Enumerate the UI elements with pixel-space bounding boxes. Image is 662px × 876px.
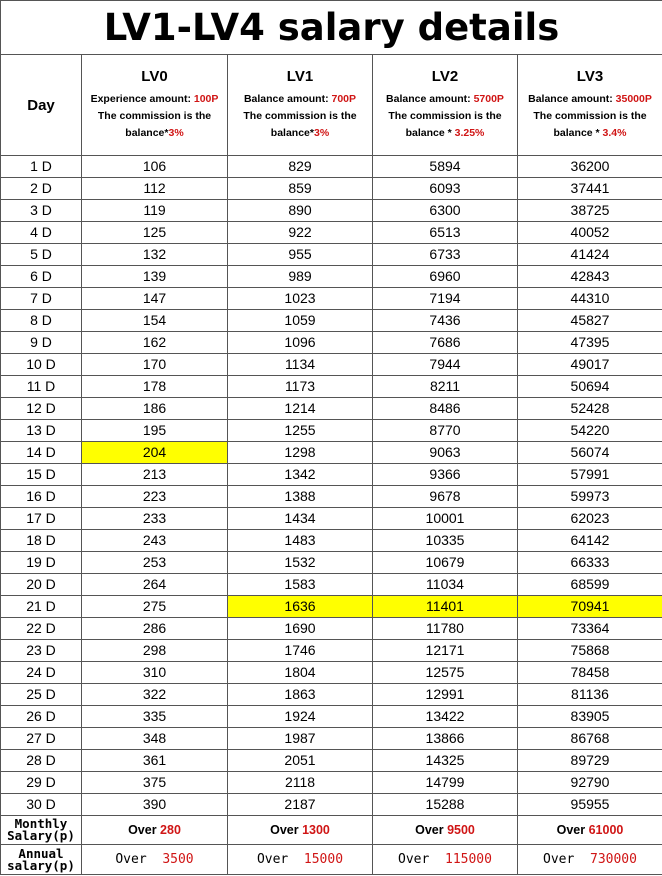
table-row	[1, 508, 662, 530]
annual-salary-row	[1, 845, 662, 875]
annual-salary-cell	[82, 845, 228, 875]
salary-cell: 9678	[373, 486, 518, 508]
salary-cell: 47395	[518, 332, 662, 354]
salary-cell: 68599	[518, 574, 662, 596]
level-desc-line2: The commission is the	[388, 110, 502, 122]
salary-cell: 10679	[373, 552, 518, 574]
salary-cell: 223	[82, 486, 228, 508]
day-cell: 18 D	[1, 530, 82, 552]
day-cell: 29 D	[1, 772, 82, 794]
salary-cell: 147	[82, 288, 228, 310]
page-title: LV1-LV4 salary details	[1, 1, 662, 55]
table-row	[1, 398, 662, 420]
level-header-lv1	[228, 55, 373, 156]
level-name: LV1	[286, 68, 314, 85]
annual-salary-text	[115, 852, 193, 867]
table-row	[1, 772, 662, 794]
salary-cell: 348	[82, 728, 228, 750]
salary-cell: 8770	[373, 420, 518, 442]
label-line: salary(p)	[7, 857, 75, 873]
level-rate: 3%	[168, 127, 184, 139]
salary-cell: 6733	[373, 244, 518, 266]
salary-cell: 1987	[228, 728, 373, 750]
annual-salary-text	[543, 852, 637, 867]
annual-salary-value: 730000	[590, 852, 637, 867]
table-row	[1, 442, 662, 464]
salary-cell: 5894	[373, 156, 518, 178]
salary-cell: 213	[82, 464, 228, 486]
level-desc-line3	[373, 125, 517, 142]
monthly-salary-cell	[82, 816, 228, 845]
salary-cell: 12171	[373, 640, 518, 662]
salary-cell: 42843	[518, 266, 662, 288]
salary-cell: 62023	[518, 508, 662, 530]
salary-cell: 1134	[228, 354, 373, 376]
salary-cell: 11401	[373, 596, 518, 618]
salary-cell: 264	[82, 574, 228, 596]
salary-cell: 38725	[518, 200, 662, 222]
salary-cell: 1483	[228, 530, 373, 552]
salary-cell: 125	[82, 222, 228, 244]
salary-cell: 7436	[373, 310, 518, 332]
salary-cell: 1863	[228, 684, 373, 706]
level-rate: 3%	[314, 127, 330, 139]
salary-cell: 1434	[228, 508, 373, 530]
salary-cell: 12575	[373, 662, 518, 684]
day-cell: 28 D	[1, 750, 82, 772]
table-row	[1, 750, 662, 772]
day-cell: 4 D	[1, 222, 82, 244]
table-row	[1, 156, 662, 178]
monthly-salary-value: 9500	[447, 823, 475, 837]
salary-cell: 81136	[518, 684, 662, 706]
salary-cell: 335	[82, 706, 228, 728]
salary-cell: 829	[228, 156, 373, 178]
annual-salary-cell	[228, 845, 373, 875]
level-desc-text: Balance amount:	[386, 93, 474, 105]
level-name: LV0	[141, 68, 168, 85]
day-cell: 9 D	[1, 332, 82, 354]
monthly-salary-cell	[373, 816, 518, 845]
salary-cell: 1583	[228, 574, 373, 596]
salary-cell: 41424	[518, 244, 662, 266]
monthly-salary-text	[557, 823, 624, 837]
level-desc-text: balance*	[270, 127, 314, 139]
level-desc-text: balance *	[405, 127, 455, 139]
salary-cell: 36200	[518, 156, 662, 178]
table-row	[1, 706, 662, 728]
salary-cell: 1690	[228, 618, 373, 640]
monthly-salary-label	[1, 816, 82, 845]
salary-cell: 2118	[228, 772, 373, 794]
day-cell: 30 D	[1, 794, 82, 816]
salary-cell: 12991	[373, 684, 518, 706]
label-line: Monthly	[14, 816, 68, 831]
level-desc-text: balance *	[553, 127, 603, 139]
monthly-salary-text	[128, 823, 181, 837]
salary-cell: 322	[82, 684, 228, 706]
level-name: LV3	[576, 68, 604, 85]
salary-cell: 64142	[518, 530, 662, 552]
annual-salary-label	[1, 845, 82, 875]
table-row	[1, 530, 662, 552]
level-desc-text: balance*	[125, 127, 169, 139]
table-row	[1, 486, 662, 508]
table-row	[1, 574, 662, 596]
table-row	[1, 684, 662, 706]
table-row	[1, 640, 662, 662]
salary-cell: 361	[82, 750, 228, 772]
salary-cell: 7194	[373, 288, 518, 310]
over-prefix: Over	[128, 823, 161, 837]
salary-cell: 1298	[228, 442, 373, 464]
salary-cell: 1342	[228, 464, 373, 486]
day-cell: 26 D	[1, 706, 82, 728]
salary-cell: 390	[82, 794, 228, 816]
day-cell: 6 D	[1, 266, 82, 288]
salary-cell: 1388	[228, 486, 373, 508]
salary-cell: 6300	[373, 200, 518, 222]
table-row	[1, 222, 662, 244]
level-amount: 700P	[331, 93, 357, 105]
level-header-lv0	[82, 55, 228, 156]
over-prefix: Over	[256, 852, 304, 867]
salary-cell: 186	[82, 398, 228, 420]
level-amount: 35000P	[615, 93, 652, 105]
salary-cell: 112	[82, 178, 228, 200]
day-cell: 24 D	[1, 662, 82, 684]
salary-cell: 204	[82, 442, 228, 464]
salary-cell: 955	[228, 244, 373, 266]
title-row	[1, 1, 662, 55]
salary-cell: 989	[228, 266, 373, 288]
table-row	[1, 288, 662, 310]
day-column-header: Day	[1, 55, 82, 156]
salary-cell: 1059	[228, 310, 373, 332]
day-cell: 12 D	[1, 398, 82, 420]
salary-cell: 14799	[373, 772, 518, 794]
salary-cell: 9366	[373, 464, 518, 486]
day-cell: 8 D	[1, 310, 82, 332]
salary-cell: 275	[82, 596, 228, 618]
salary-cell: 6513	[373, 222, 518, 244]
over-prefix: Over	[415, 823, 448, 837]
salary-cell: 15288	[373, 794, 518, 816]
salary-cell: 86768	[518, 728, 662, 750]
monthly-salary-value: 1300	[302, 823, 330, 837]
day-cell: 5 D	[1, 244, 82, 266]
salary-cell: 83905	[518, 706, 662, 728]
salary-cell: 162	[82, 332, 228, 354]
salary-cell: 13422	[373, 706, 518, 728]
salary-cell: 6960	[373, 266, 518, 288]
salary-cell: 298	[82, 640, 228, 662]
level-name: LV2	[431, 68, 459, 85]
salary-cell: 233	[82, 508, 228, 530]
salary-cell: 1532	[228, 552, 373, 574]
table-row	[1, 728, 662, 750]
day-cell: 23 D	[1, 640, 82, 662]
day-cell: 17 D	[1, 508, 82, 530]
salary-cell: 139	[82, 266, 228, 288]
day-cell: 1 D	[1, 156, 82, 178]
level-desc-line1	[518, 91, 662, 108]
annual-salary-text	[398, 852, 492, 867]
day-cell: 10 D	[1, 354, 82, 376]
table-row	[1, 794, 662, 816]
annual-salary-value: 15000	[303, 852, 344, 867]
level-desc-text: Experience amount:	[90, 93, 194, 105]
level-desc-line3	[82, 125, 227, 142]
level-desc-line3	[228, 125, 372, 142]
day-cell: 21 D	[1, 596, 82, 618]
salary-cell: 253	[82, 552, 228, 574]
day-cell: 25 D	[1, 684, 82, 706]
salary-cell: 2051	[228, 750, 373, 772]
over-prefix: Over	[543, 852, 590, 867]
annual-salary-value: 3500	[162, 852, 194, 867]
annual-salary-text	[257, 852, 343, 867]
table-row	[1, 618, 662, 640]
label-line: Annual	[18, 845, 64, 861]
salary-cell: 178	[82, 376, 228, 398]
day-cell: 14 D	[1, 442, 82, 464]
salary-cell: 1214	[228, 398, 373, 420]
salary-cell: 70941	[518, 596, 662, 618]
over-prefix: Over	[115, 852, 163, 867]
salary-cell: 7944	[373, 354, 518, 376]
salary-cell: 11780	[373, 618, 518, 640]
salary-cell: 50694	[518, 376, 662, 398]
level-amount: 5700P	[473, 93, 504, 105]
level-desc-line1	[82, 91, 227, 108]
salary-cell: 13866	[373, 728, 518, 750]
day-cell: 22 D	[1, 618, 82, 640]
monthly-salary-row	[1, 816, 662, 845]
level-amount: 100P	[193, 93, 219, 105]
level-desc-text: Balance amount:	[528, 93, 616, 105]
header-row	[1, 55, 662, 156]
salary-cell: 6093	[373, 178, 518, 200]
label-line: Salary(p)	[7, 828, 75, 843]
salary-cell: 7686	[373, 332, 518, 354]
monthly-salary-value: 280	[160, 823, 181, 837]
level-rate: 3.4%	[602, 127, 627, 139]
salary-cell: 56074	[518, 442, 662, 464]
annual-salary-cell	[373, 845, 518, 875]
salary-cell: 59973	[518, 486, 662, 508]
day-cell: 19 D	[1, 552, 82, 574]
day-cell: 2 D	[1, 178, 82, 200]
monthly-salary-text	[270, 823, 330, 837]
table-row	[1, 266, 662, 288]
day-cell: 20 D	[1, 574, 82, 596]
level-header-lv3	[518, 55, 662, 156]
level-desc-line2: The commission is the	[533, 110, 647, 122]
monthly-salary-cell	[518, 816, 662, 845]
salary-cell: 9063	[373, 442, 518, 464]
salary-cell: 1746	[228, 640, 373, 662]
salary-cell: 75868	[518, 640, 662, 662]
day-cell: 11 D	[1, 376, 82, 398]
salary-cell: 89729	[518, 750, 662, 772]
salary-cell: 57991	[518, 464, 662, 486]
annual-salary-cell	[518, 845, 662, 875]
monthly-salary-text	[415, 823, 475, 837]
salary-cell: 310	[82, 662, 228, 684]
salary-cell: 890	[228, 200, 373, 222]
salary-cell: 78458	[518, 662, 662, 684]
level-desc-line2: The commission is the	[97, 110, 212, 122]
salary-cell: 1255	[228, 420, 373, 442]
table-row	[1, 596, 662, 618]
salary-cell: 49017	[518, 354, 662, 376]
level-desc-line1	[228, 91, 372, 108]
day-cell: 16 D	[1, 486, 82, 508]
salary-cell: 1804	[228, 662, 373, 684]
salary-cell: 375	[82, 772, 228, 794]
salary-cell: 66333	[518, 552, 662, 574]
salary-cell: 922	[228, 222, 373, 244]
salary-cell: 1173	[228, 376, 373, 398]
salary-cell: 11034	[373, 574, 518, 596]
monthly-salary-value: 61000	[588, 823, 624, 837]
salary-cell: 10335	[373, 530, 518, 552]
salary-cell: 10001	[373, 508, 518, 530]
salary-cell: 1636	[228, 596, 373, 618]
level-header-lv2	[373, 55, 518, 156]
salary-cell: 195	[82, 420, 228, 442]
table-row	[1, 244, 662, 266]
salary-cell: 170	[82, 354, 228, 376]
table-row	[1, 376, 662, 398]
over-prefix: Over	[270, 823, 303, 837]
table-row	[1, 464, 662, 486]
table-row	[1, 332, 662, 354]
level-desc-line1	[373, 91, 517, 108]
table-row	[1, 310, 662, 332]
salary-cell: 8486	[373, 398, 518, 420]
salary-cell: 1924	[228, 706, 373, 728]
table-row	[1, 420, 662, 442]
salary-cell: 154	[82, 310, 228, 332]
salary-cell: 95955	[518, 794, 662, 816]
annual-salary-value: 115000	[445, 852, 492, 867]
salary-cell: 73364	[518, 618, 662, 640]
salary-cell: 2187	[228, 794, 373, 816]
day-cell: 3 D	[1, 200, 82, 222]
monthly-salary-cell	[228, 816, 373, 845]
salary-cell: 45827	[518, 310, 662, 332]
salary-cell: 8211	[373, 376, 518, 398]
salary-cell: 44310	[518, 288, 662, 310]
salary-cell: 243	[82, 530, 228, 552]
salary-cell: 859	[228, 178, 373, 200]
table-row	[1, 662, 662, 684]
salary-cell: 14325	[373, 750, 518, 772]
over-prefix: Over	[556, 823, 589, 837]
salary-cell: 92790	[518, 772, 662, 794]
table-row	[1, 200, 662, 222]
level-desc-line3	[518, 125, 662, 142]
level-rate: 3.25%	[454, 127, 485, 139]
table-row	[1, 552, 662, 574]
level-desc-text: Balance amount:	[243, 93, 332, 105]
salary-cell: 132	[82, 244, 228, 266]
salary-cell: 52428	[518, 398, 662, 420]
day-cell: 27 D	[1, 728, 82, 750]
salary-cell: 119	[82, 200, 228, 222]
day-cell: 13 D	[1, 420, 82, 442]
over-prefix: Over	[398, 852, 445, 867]
salary-cell: 54220	[518, 420, 662, 442]
day-cell: 7 D	[1, 288, 82, 310]
salary-cell: 286	[82, 618, 228, 640]
level-desc-line2: The commission is the	[243, 110, 357, 122]
table-row	[1, 354, 662, 376]
salary-cell: 40052	[518, 222, 662, 244]
salary-cell: 1023	[228, 288, 373, 310]
salary-cell: 37441	[518, 178, 662, 200]
salary-cell: 1096	[228, 332, 373, 354]
table-row	[1, 178, 662, 200]
day-cell: 15 D	[1, 464, 82, 486]
salary-cell: 106	[82, 156, 228, 178]
